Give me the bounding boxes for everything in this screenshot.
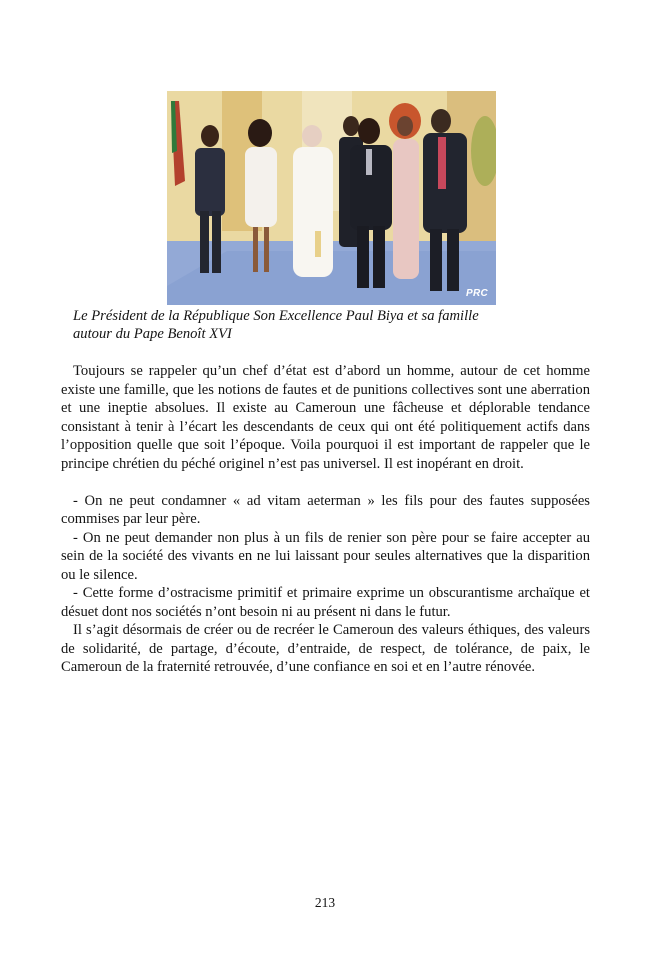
page-number: 213 <box>314 895 336 910</box>
list-item: - On ne peut demander non plus à un fils de renier son père pour se faire accepter au sein de la société des vivants en ne lui laissant pour seules alternatives que la disparition ou le silence. <box>61 529 590 583</box>
caption-line: Le Président de la République Son Excellence Paul Biya et sa famille <box>73 308 479 324</box>
paragraph: Il s’agit désormais de créer ou de recréer le Cameroun des valeurs éthiques, des valeurs de solidarité, de partage, d’écoute, d’entraide, de respect, de tolérance, de paix, le Cameroun de la fraternité retrouvée, d’une confiance en soi et en l’autre rénovée. <box>61 622 590 675</box>
paragraph: Toujours se rappeler qu’un chef d’état est d’abord un homme, autour de cet homme existe une famille, que les notions de fautes et de punitions collectives sont une aberration et une ineptie absolues. Il existe au Cameroun une fâcheuse et déplorable tendance consistant à tenir à l’écart les descendants de ceux qui ont été politiquement actifs dans l’opposition quelle que soit l’époque. Voila pourquoi il est important de rappeler que le principe chrétien du péché originel n’est pas universel. Il est inopérant en droit. <box>61 363 590 472</box>
group-photo-image <box>167 91 496 305</box>
list-item: - Cette forme d’ostracisme primitif et primaire exprime un obscurantisme archaïque et désuet dont nos sociétés n’ont besoin ni au présent ni dans le futur. <box>61 585 590 620</box>
photo-credit-watermark: PRC <box>465 288 488 299</box>
figure-caption <box>73 307 533 343</box>
list-item: - On ne peut condamner « ad vitam aeterman » les fils pour des fautes supposées commises par leur père. <box>61 492 590 527</box>
caption-line: autour du Pape Benoît XVI <box>73 326 232 342</box>
body-text <box>61 362 590 677</box>
figure-photo <box>167 91 496 305</box>
